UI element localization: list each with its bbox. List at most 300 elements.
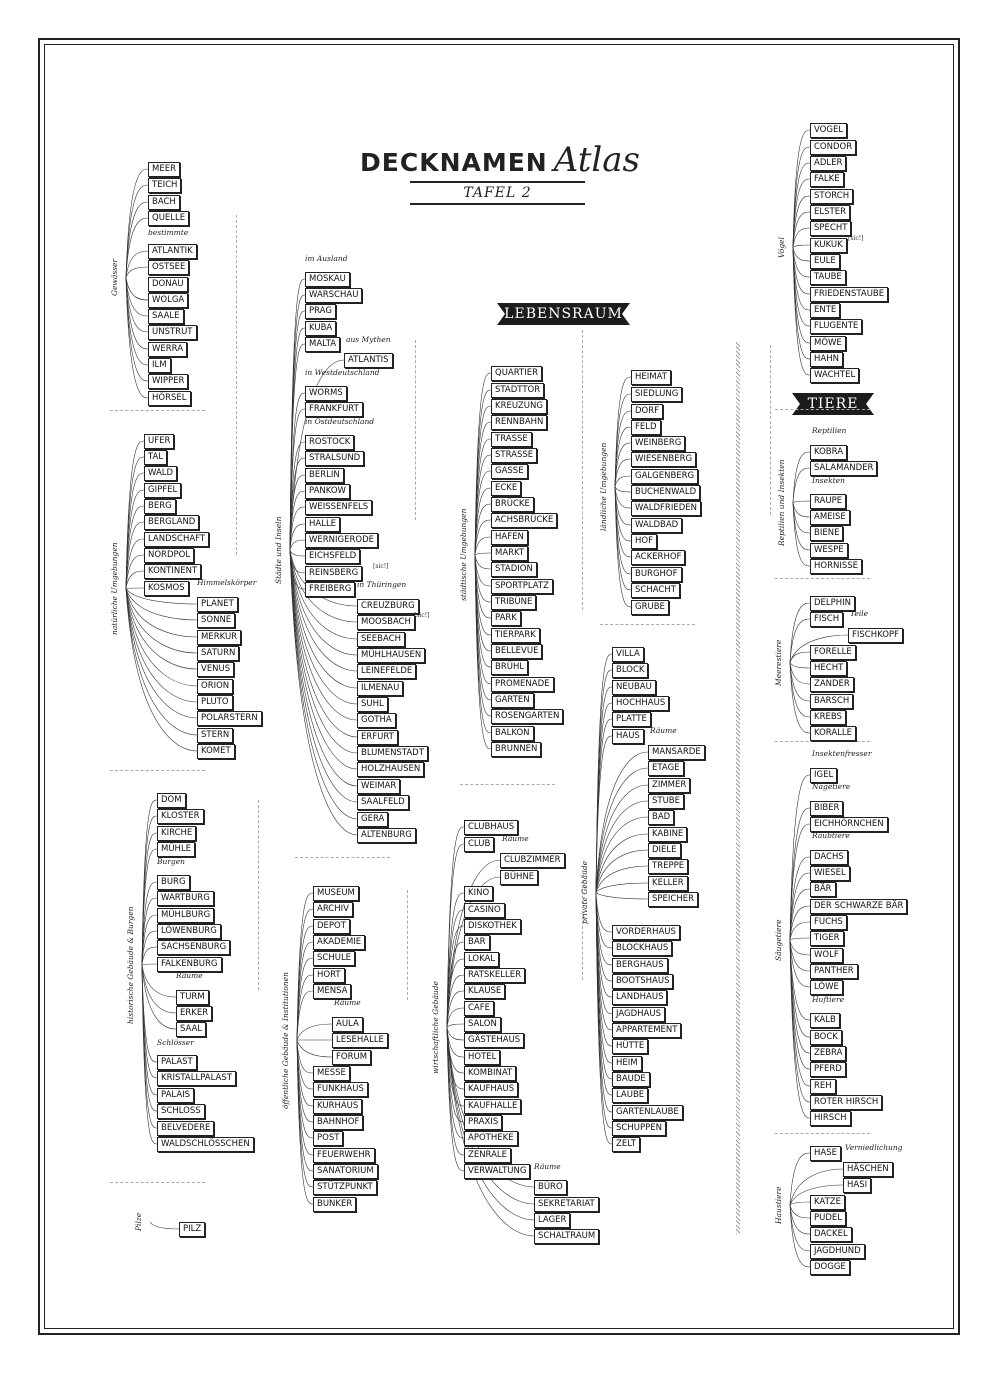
connector <box>596 893 612 933</box>
codename-flugente: FLUGENTE <box>810 319 862 334</box>
codename-berlin: BERLIN <box>305 468 344 483</box>
codename-schloss: SCHLOSS <box>157 1104 205 1119</box>
connector <box>475 553 491 555</box>
codename-berghaus: BERGHAUS <box>612 958 668 973</box>
connector <box>150 1222 179 1229</box>
codename-sanatorium: SANATORIUM <box>313 1164 378 1179</box>
group-label-voegel: Vögel <box>777 237 786 258</box>
codename-heimat: HEIMAT <box>631 370 671 385</box>
connector <box>790 940 810 1118</box>
codename-elster: ELSTER <box>810 205 850 220</box>
codename-tribuene: TRIBÜNE <box>491 595 536 610</box>
connector <box>475 537 491 555</box>
group-label-staedte: Städte und Inseln <box>274 516 283 584</box>
codename-dackel: DACKEL <box>810 1227 852 1242</box>
codename-quartier: QUARTIER <box>491 366 542 381</box>
codename-stube: STUBE <box>648 794 684 809</box>
codename-reh: REH <box>810 1079 836 1094</box>
connector <box>793 501 810 503</box>
codename-falkenburg: FALKENBURG <box>157 957 222 972</box>
codename-dachs: DACHS <box>810 850 848 865</box>
codename-akademie: AKADEMIE <box>313 935 365 950</box>
codename-lager: LAGER <box>534 1213 570 1228</box>
connector <box>596 768 648 893</box>
codename-ilmenau: ILMENAU <box>357 681 403 696</box>
codename-praxis: PRAXIS <box>464 1115 502 1130</box>
codename-wipper: WIPPER <box>148 374 188 389</box>
codename-ameise: AMEISE <box>810 510 850 525</box>
codename-bahnhof: BAHNHOF <box>313 1115 363 1130</box>
codename-bar: BAR <box>464 935 490 950</box>
codename-block: BLOCK <box>612 663 648 678</box>
codename-feuerwehr: FEUERWEHR <box>313 1148 375 1163</box>
codename-etage: ETAGE <box>648 761 684 776</box>
codename-haus: HAUS <box>612 729 644 744</box>
connector <box>615 476 631 487</box>
codename-clubhaus: CLUBHAUS <box>464 820 518 835</box>
connector <box>615 487 631 591</box>
codename-stuetzpunkt: STÜTZPUNKT <box>313 1180 377 1195</box>
codename-raupe: RAUPE <box>810 494 846 509</box>
connector <box>142 947 157 965</box>
codename-condor: CONDOR <box>810 140 856 155</box>
codename-polarstern: POLARSTERN <box>197 711 262 726</box>
codename-vogel: VOGEL <box>810 123 847 138</box>
connector <box>297 1040 313 1187</box>
codename-gasse: GASSE <box>491 464 528 479</box>
codename-belvedere: BELVEDERE <box>157 1121 214 1136</box>
codename-kino: KINO <box>464 886 493 901</box>
codename-teich: TEICH <box>148 178 181 193</box>
codename-weissenfels: WEISSENFELS <box>305 500 372 515</box>
connector <box>790 663 810 669</box>
codename-burg: BURG <box>157 875 190 890</box>
codename-wiesenberg: WIESENBERG <box>631 452 696 467</box>
connector <box>790 663 810 718</box>
codename-wald: WALD <box>144 466 177 481</box>
connector <box>793 468 810 503</box>
codename-buehne: BÜHNE <box>500 870 538 885</box>
codename-hoersel: HÖRSEL <box>148 391 191 406</box>
codename-eule: EULE <box>810 254 840 269</box>
connector <box>290 540 305 550</box>
codename-kombinat: KOMBINAT <box>464 1066 516 1081</box>
codename-tiger: TIGER <box>810 931 844 946</box>
connector <box>596 801 648 893</box>
codename-erker: ERKER <box>176 1006 212 1021</box>
codename-messe: MESSE <box>313 1066 350 1081</box>
codename-ente: ENTE <box>810 303 840 318</box>
connector <box>790 922 810 940</box>
connector <box>793 163 810 248</box>
codename-wernigerode: WERNIGERODE <box>305 533 378 548</box>
codename-nordpol: NORDPOL <box>144 548 194 563</box>
sic-note: [sic!] <box>414 612 430 619</box>
connector <box>790 1202 810 1205</box>
codename-turm: TURM <box>176 990 209 1005</box>
codename-bunker: BUNKER <box>313 1197 356 1212</box>
codename-muehlhausen: MÜHLHAUSEN <box>357 648 425 663</box>
codename-kukuk: KUKUK <box>810 238 847 253</box>
codename-dom: DOM <box>157 793 186 808</box>
codename-katze: KATZE <box>810 1195 845 1210</box>
codename-ilm: ILM <box>148 358 171 373</box>
codename-malta: MALTA <box>305 337 340 352</box>
codename-villa: VILLA <box>612 647 644 662</box>
codename-donau: DONAU <box>148 277 188 292</box>
connector <box>596 785 648 893</box>
codename-delphin: DELPHIN <box>810 596 855 611</box>
codename-achsbruecke: ACHSBRÜCKE <box>491 513 557 528</box>
codename-clubzimmer: CLUBZIMMER <box>500 853 565 868</box>
codename-appartement: APPARTEMENT <box>612 1023 681 1038</box>
codename-wespe: WESPE <box>810 543 848 558</box>
codename-kurhaus: KURHAUS <box>313 1099 362 1114</box>
codename-erfurt: ERFURT <box>357 730 398 745</box>
codename-treppe: TREPPE <box>648 859 688 874</box>
banner-lebensraum: LEBENSRAUM <box>497 303 630 325</box>
connector <box>126 251 148 278</box>
codename-weimar: WEIMAR <box>357 779 400 794</box>
codename-neubau: NEUBAU <box>612 680 656 695</box>
codename-weinberg: WEINBERG <box>631 436 685 451</box>
connector <box>615 487 631 575</box>
codename-post: POST <box>313 1131 343 1146</box>
codename-atlantis: ATLANTIS <box>344 353 393 368</box>
codename-palast: PALAST <box>157 1055 197 1070</box>
codename-hotel: HOTEL <box>464 1050 500 1065</box>
codename-hochhaus: HOCHHAUS <box>612 696 669 711</box>
codename-ostsee: OSTSEE <box>148 260 189 275</box>
codename-mansarde: MANSARDE <box>648 745 705 760</box>
connector <box>475 555 491 700</box>
codename-hornisse: HORNISSE <box>810 559 862 574</box>
codename-muehle: MÜHLE <box>157 842 195 857</box>
codename-rostock: ROSTOCK <box>305 435 354 450</box>
codename-aula: AULA <box>332 1017 363 1032</box>
codename-hof: HOF <box>631 534 657 549</box>
codename-venus: VENUS <box>197 662 234 677</box>
codename-sportplatz: SPORTPLATZ <box>491 579 553 594</box>
banner-tiere: TIERE <box>792 393 874 415</box>
connector <box>126 202 148 278</box>
connector <box>793 248 810 262</box>
codename-pilz: PILZ <box>179 1222 205 1237</box>
connector <box>126 278 148 399</box>
codename-zimmer: ZIMMER <box>648 778 690 793</box>
connector <box>596 893 648 900</box>
codename-cafe: CAFE <box>464 1001 494 1016</box>
codename-gartenlaube: GARTENLAUBE <box>612 1105 683 1120</box>
codename-markt: MARKT <box>491 546 528 561</box>
codename-platte: PLATTE <box>612 712 651 727</box>
codename-verwaltung: VERWALTUNG <box>464 1164 530 1179</box>
codename-moewe: MÖWE <box>810 336 846 351</box>
connector <box>126 278 148 366</box>
codename-koralle: KORALLE <box>810 726 856 741</box>
codename-zebra: ZEBRA <box>810 1046 846 1061</box>
subcategory-label: Burgen <box>157 857 185 866</box>
connector <box>126 457 144 589</box>
codename-kirche: KIRCHE <box>157 826 196 841</box>
connector <box>126 589 197 736</box>
codename-wolf: WOLF <box>810 948 843 963</box>
connector <box>790 938 810 940</box>
codename-blumenstadt: BLUMENSTADT <box>357 746 428 761</box>
codename-worms: WORMS <box>305 386 347 401</box>
codename-wolga: WOLGA <box>148 293 188 308</box>
connector <box>615 411 631 487</box>
codename-ackerhof: ACKERHOF <box>631 550 685 565</box>
codename-tierpark: TIERPARK <box>491 628 540 643</box>
codename-hecht: HECHT <box>810 661 847 676</box>
codename-gotha: GOTHA <box>357 713 396 728</box>
codename-haeschen: HÄSCHEN <box>843 1162 893 1177</box>
codename-baude: BAUDE <box>612 1072 650 1087</box>
codename-hort: HORT <box>313 968 345 983</box>
codename-falke: FALKE <box>810 172 844 187</box>
subcategory-label: Raubtiere <box>812 831 850 840</box>
group-label-haus: Haustiere <box>774 1186 783 1224</box>
connector <box>596 817 648 893</box>
codename-wachtel: WACHTEL <box>810 368 859 383</box>
codename-loewenburg: LÖWENBURG <box>157 924 221 939</box>
codename-bergland: BERGLAND <box>144 515 199 530</box>
codename-pudel: PUDEL <box>810 1211 846 1226</box>
codename-casino: CASINO <box>464 903 505 918</box>
codename-tal: TAL <box>144 450 167 465</box>
connector <box>447 991 464 1028</box>
connector <box>790 940 810 955</box>
codename-schule: SCHULE <box>313 951 355 966</box>
codename-roter-hirsch: ROTER HIRSCH <box>810 1095 882 1110</box>
codename-kabine: KABINE <box>648 827 687 842</box>
codename-apotheke: APOTHEKE <box>464 1131 518 1146</box>
codename-dogge: DOGGE <box>810 1260 850 1275</box>
codename-eichhoernchen: EICHHÖRNCHEN <box>810 817 888 832</box>
codename-quelle: QUELLE <box>148 211 189 226</box>
codename-kalb: KALB <box>810 1013 840 1028</box>
codename-stralsund: STRALSUND <box>305 451 364 466</box>
connector <box>793 248 810 376</box>
group-label-meer: Meerestiere <box>774 639 783 686</box>
codename-eichsfeld: EICHSFELD <box>305 549 360 564</box>
sic-note: [sic!] <box>848 235 864 242</box>
connector <box>790 1205 810 1218</box>
codename-planet: PLANET <box>197 597 238 612</box>
codename-krebs: KREBS <box>810 710 846 725</box>
codename-hirsch: HIRSCH <box>810 1111 851 1126</box>
codename-kristallpalast: KRISTALLPALAST <box>157 1071 236 1086</box>
subcategory-label: Insekten <box>812 476 845 485</box>
group-label-rept: Reptilien und Insekten <box>777 459 786 546</box>
codename-waldfrieden: WALDFRIEDEN <box>631 501 701 516</box>
codename-komet: KOMET <box>197 744 235 759</box>
codename-park: PARK <box>491 611 521 626</box>
connector <box>790 652 810 663</box>
codename-biber: BIBER <box>810 801 843 816</box>
codename-pankow: PANKOW <box>305 484 350 499</box>
connector <box>790 808 810 940</box>
codename-diele: DIELE <box>648 843 681 858</box>
connector <box>297 1040 332 1057</box>
codename-siedlung: SIEDLUNG <box>631 387 682 402</box>
codename-zelt: ZELT <box>612 1137 640 1152</box>
codename-jagdhund: JAGDHUND <box>810 1244 865 1259</box>
codename-bock: BOCK <box>810 1030 842 1045</box>
connector <box>142 964 157 965</box>
connector <box>790 603 810 663</box>
codename-landschaft: LANDSCHAFT <box>144 532 209 547</box>
group-label-pilze: Pilze <box>134 1212 143 1231</box>
codename-sekretariat: SEKRETARIAT <box>534 1197 599 1212</box>
group-label-gew: Gewässer <box>110 258 119 296</box>
codename-kaufhalle: KAUFHALLE <box>464 1099 521 1114</box>
codename-lesehalle: LESEHALLE <box>332 1033 388 1048</box>
codename-ufer: UFER <box>144 434 174 449</box>
codename-zander: ZANDER <box>810 677 854 692</box>
codename-saale: SAALE <box>148 309 184 324</box>
codename-baer: BÄR <box>810 882 836 897</box>
codename-creuzburg: CREUZBURG <box>357 599 419 614</box>
codename-altenburg: ALTENBURG <box>357 828 416 843</box>
connector <box>793 503 810 551</box>
group-label-saeug: Säugetiere <box>774 919 783 961</box>
subcategory-label: bestimmte <box>148 228 189 237</box>
codename-sonne: SONNE <box>197 613 235 628</box>
connector <box>615 487 631 608</box>
codename-saalfeld: SAALFELD <box>357 795 409 810</box>
connector <box>297 1040 313 1171</box>
subcategory-label: Insektenfresser <box>812 749 872 758</box>
codename-ecke: ECKE <box>491 481 521 496</box>
codename-forelle: FORELLE <box>810 645 856 660</box>
codename-club: CLUB <box>464 837 494 852</box>
codename-muehlburg: MÜHLBURG <box>157 908 214 923</box>
title-main: DECKNAMEN <box>360 148 548 177</box>
codename-schuppen: SCHUPPEN <box>612 1121 666 1136</box>
codename-merkur: MERKUR <box>197 630 241 645</box>
codename-galgenberg: GALGENBERG <box>631 469 698 484</box>
connector <box>297 926 313 1040</box>
connector <box>793 503 810 567</box>
codename-moskau: MOSKAU <box>305 272 350 287</box>
codename-suhl: SUHL <box>357 697 388 712</box>
codename-hafen: HAFEN <box>491 530 528 545</box>
connector <box>126 278 148 382</box>
codename-wiesel: WIESEL <box>810 866 850 881</box>
codename-moosbach: MOOSBACH <box>357 615 415 630</box>
connector <box>793 248 810 344</box>
codename-kuba: KUBA <box>305 321 336 336</box>
connector <box>790 663 810 685</box>
codename-laube: LAUBE <box>612 1088 648 1103</box>
connector <box>790 906 810 940</box>
codename-bruehl: BRÜHL <box>491 660 528 675</box>
codename-kreuzung: KREUZUNG <box>491 399 547 414</box>
codename-halle: HALLE <box>305 517 340 532</box>
codename-berg: BERG <box>144 499 176 514</box>
codename-barsch: BARSCH <box>810 694 853 709</box>
connector <box>793 147 810 248</box>
connector <box>615 487 631 493</box>
codename-balkon: BALKON <box>491 726 534 741</box>
connector <box>290 550 305 556</box>
codename-biene: BIENE <box>810 526 843 541</box>
codename-schaltraum: SCHALTRAUM <box>534 1229 599 1244</box>
connector <box>793 228 810 248</box>
codename-bellevue: BELLEVUE <box>491 644 542 659</box>
subcategory-label: Räume <box>176 971 203 980</box>
connector <box>615 443 631 487</box>
codename-depot: DEPOT <box>313 919 350 934</box>
codename-huette: HÜTTE <box>612 1039 648 1054</box>
codename-bruecke: BRÜCKE <box>491 497 534 512</box>
codename-zenrale: ZENRALE <box>464 1148 511 1163</box>
codename-holzhausen: HOLZHAUSEN <box>357 762 424 777</box>
codename-saal: SAAL <box>176 1022 206 1037</box>
group-label-hist: historische Gebäude & Burgen <box>126 906 135 1024</box>
codename-fisch: FISCH <box>810 612 843 627</box>
codename-dorf: DORF <box>631 404 663 419</box>
subcategory-label: Räume <box>334 998 361 1007</box>
codename-hasi: HASI <box>843 1178 871 1193</box>
subcategory-label: Teile <box>850 609 869 618</box>
codename-trasse: TRASSE <box>491 432 532 447</box>
subcategory-label: in Thüringen <box>357 580 407 589</box>
codename-schacht: SCHACHT <box>631 583 680 598</box>
codename-forum: FORUM <box>332 1050 371 1065</box>
codename-blockhaus: BLOCKHAUS <box>612 941 672 956</box>
codename-taube: TAUBE <box>810 270 846 285</box>
codename-stern: STERN <box>197 728 233 743</box>
codename-pferd: PFERD <box>810 1062 846 1077</box>
group-label-oeff: öffentliche Gebäude & Institutionen <box>281 971 290 1109</box>
codename-lokal: LOKAL <box>464 952 499 967</box>
codename-waldschloesschen: WALDSCHLÖSSCHEN <box>157 1137 254 1152</box>
codename-adler: ADLER <box>810 156 846 171</box>
codename-museum: MUSEUM <box>313 886 359 901</box>
codename-archiv: ARCHIV <box>313 902 353 917</box>
subcategory-label: Himmelskörper <box>197 578 257 587</box>
connector <box>297 1024 332 1040</box>
codename-buero: BÜRO <box>534 1180 567 1195</box>
codename-werra: WERRA <box>148 342 187 357</box>
codename-landhaus: LANDHAUS <box>612 990 667 1005</box>
codename-klause: KLAUSE <box>464 984 505 999</box>
codename-salamander: SALAMANDER <box>810 461 877 476</box>
codename-orion: ORION <box>197 679 233 694</box>
connector <box>126 218 148 278</box>
codename-feld: FELD <box>631 420 661 435</box>
codename-buchenwald: BUCHENWALD <box>631 485 700 500</box>
codename-storch: STORCH <box>810 189 853 204</box>
connector <box>126 555 144 589</box>
codename-jagdhaus: JAGDHAUS <box>612 1007 665 1022</box>
codename-garten: GARTEN <box>491 693 534 708</box>
codename-hase: HASE <box>810 1146 841 1161</box>
codename-leinefelde: LEINEFELDE <box>357 664 416 679</box>
codename-wartburg: WARTBURG <box>157 891 214 906</box>
codename-frankfurt: FRANKFURT <box>305 402 363 417</box>
codename-gera: GERA <box>357 812 388 827</box>
codename-sachsenburg: SACHSENBURG <box>157 940 230 955</box>
connector <box>596 893 612 1129</box>
codename-igel: IGEL <box>810 768 837 783</box>
codename-mensa: MENSA <box>313 984 351 999</box>
page-subtitle: TAFEL 2 <box>410 181 585 205</box>
connector <box>596 834 648 893</box>
